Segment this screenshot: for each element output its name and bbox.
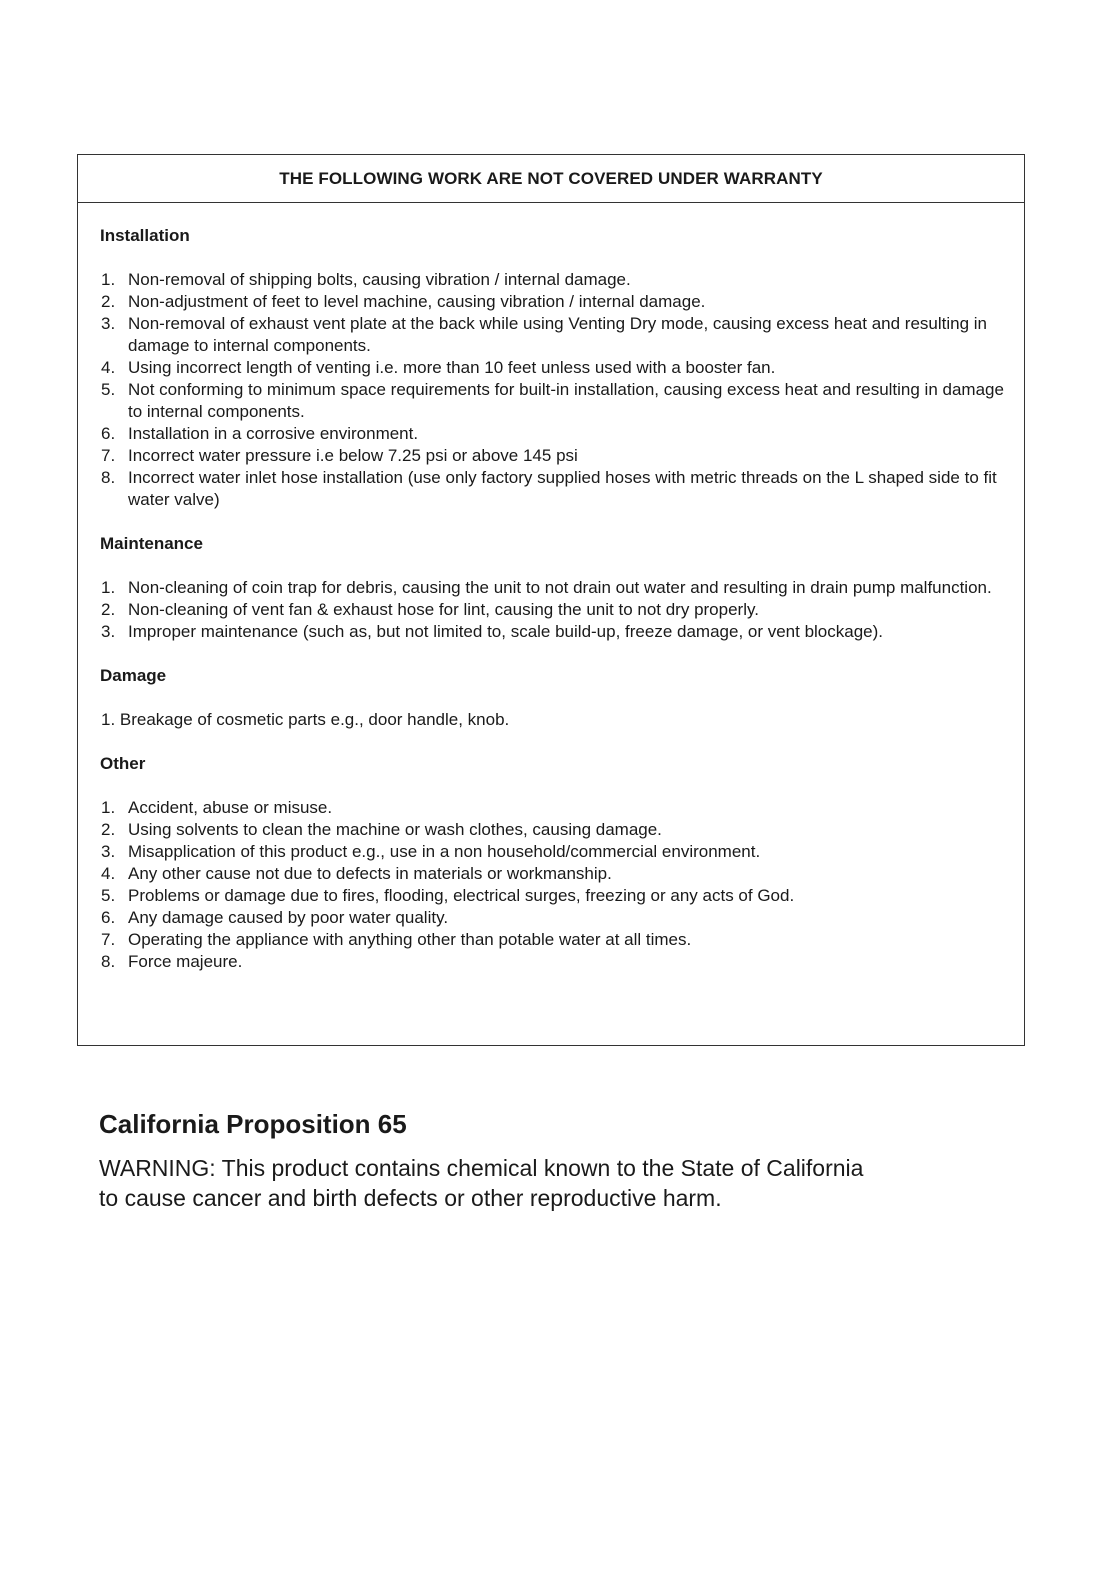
list-item xyxy=(100,467,1024,511)
section-heading-installation: Installation xyxy=(100,226,190,245)
item-text: Non-cleaning of vent fan & exhaust hose for lint, causing the unit to not dry properly. xyxy=(128,600,759,619)
list-item xyxy=(100,291,1024,313)
item-number: 2. xyxy=(101,292,116,311)
section-heading-other: Other xyxy=(100,754,146,773)
item-number: 7. xyxy=(101,930,116,949)
item-text: Not conforming to minimum space requirements for built-in installation, causing excess heat and resulting in damage to internal components. xyxy=(128,380,1004,421)
list-item xyxy=(100,577,1024,599)
list-item xyxy=(100,841,1024,863)
list-item xyxy=(100,269,1024,291)
item-number: 2. xyxy=(101,600,116,619)
prop65-notice xyxy=(99,1107,999,1213)
item-text: Operating the appliance with anything other than potable water at all times. xyxy=(128,930,692,949)
prop65-warning-line: to cause cancer and birth defects or other reproductive harm. xyxy=(99,1185,722,1211)
installation-list xyxy=(100,269,1024,511)
list-item xyxy=(100,819,1024,841)
item-number: 6. xyxy=(101,908,116,927)
prop65-warning-text xyxy=(99,1153,999,1213)
section-heading-maintenance: Maintenance xyxy=(100,534,203,553)
prop65-title: California Proposition 65 xyxy=(99,1109,407,1139)
item-text: Non-removal of exhaust vent plate at the back while using Venting Dry mode, causing excess heat and resulting in damage to internal components. xyxy=(128,314,987,355)
item-number: 3. xyxy=(101,314,116,333)
prop65-warning-line: WARNING: This product contains chemical known to the State of California xyxy=(99,1155,864,1181)
item-text: Incorrect water inlet hose installation (use only factory supplied hoses with metric threads on the L shaped side to fit water valve) xyxy=(128,468,997,509)
item-number: 8. xyxy=(101,468,116,487)
item-text: Misapplication of this product e.g., use in a non household/commercial environment. xyxy=(128,842,761,861)
list-item xyxy=(100,599,1024,621)
list-item xyxy=(100,929,1024,951)
item-number: 4. xyxy=(101,864,116,883)
item-text: Any other cause not due to defects in materials or workmanship. xyxy=(128,864,612,883)
item-number: 2. xyxy=(101,820,116,839)
list-item xyxy=(100,379,1024,423)
damage-item: 1. Breakage of cosmetic parts e.g., door handle, knob. xyxy=(101,710,510,729)
section-heading-damage: Damage xyxy=(100,666,167,685)
item-number: 1. xyxy=(101,798,116,817)
list-item xyxy=(100,907,1024,929)
list-item xyxy=(100,951,1024,973)
item-text: Installation in a corrosive environment. xyxy=(128,424,419,443)
item-text: Non-adjustment of feet to level machine, causing vibration / internal damage. xyxy=(128,292,706,311)
item-number: 3. xyxy=(101,842,116,861)
item-number: 1. xyxy=(101,578,116,597)
maintenance-list xyxy=(100,577,1024,643)
item-text: Accident, abuse or misuse. xyxy=(128,798,333,817)
list-item xyxy=(100,885,1024,907)
warranty-exclusions-box xyxy=(77,154,1025,1046)
item-text: Using solvents to clean the machine or wash clothes, causing damage. xyxy=(128,820,662,839)
item-number: 6. xyxy=(101,424,116,443)
item-number: 4. xyxy=(101,358,116,377)
item-text: Any damage caused by poor water quality. xyxy=(128,908,449,927)
list-item xyxy=(100,797,1024,819)
list-item xyxy=(100,445,1024,467)
list-item xyxy=(100,621,1024,643)
item-text: Improper maintenance (such as, but not limited to, scale build-up, freeze damage, or vent blockage). xyxy=(128,622,884,641)
list-item xyxy=(100,423,1024,445)
warranty-box-body xyxy=(78,203,1024,973)
item-text: Non-removal of shipping bolts, causing vibration / internal damage. xyxy=(128,270,631,289)
item-number: 1. xyxy=(101,270,116,289)
item-number: 3. xyxy=(101,622,116,641)
item-text: Using incorrect length of venting i.e. more than 10 feet unless used with a booster fan. xyxy=(128,358,776,377)
list-item xyxy=(100,863,1024,885)
item-text: Force majeure. xyxy=(128,952,243,971)
item-number: 8. xyxy=(101,952,116,971)
item-text: Incorrect water pressure i.e below 7.25 psi or above 145 psi xyxy=(128,446,578,465)
item-number: 5. xyxy=(101,886,116,905)
item-number: 5. xyxy=(101,380,116,399)
other-list xyxy=(100,797,1024,973)
item-text: Problems or damage due to fires, flooding, electrical surges, freezing or any acts of God. xyxy=(128,886,795,905)
warranty-box-header: THE FOLLOWING WORK ARE NOT COVERED UNDER WARRANTY xyxy=(78,155,1024,203)
list-item xyxy=(100,313,1024,357)
list-item xyxy=(100,357,1024,379)
item-number: 7. xyxy=(101,446,116,465)
item-text: Non-cleaning of coin trap for debris, causing the unit to not drain out water and resulting in drain pump malfunction. xyxy=(128,578,992,597)
